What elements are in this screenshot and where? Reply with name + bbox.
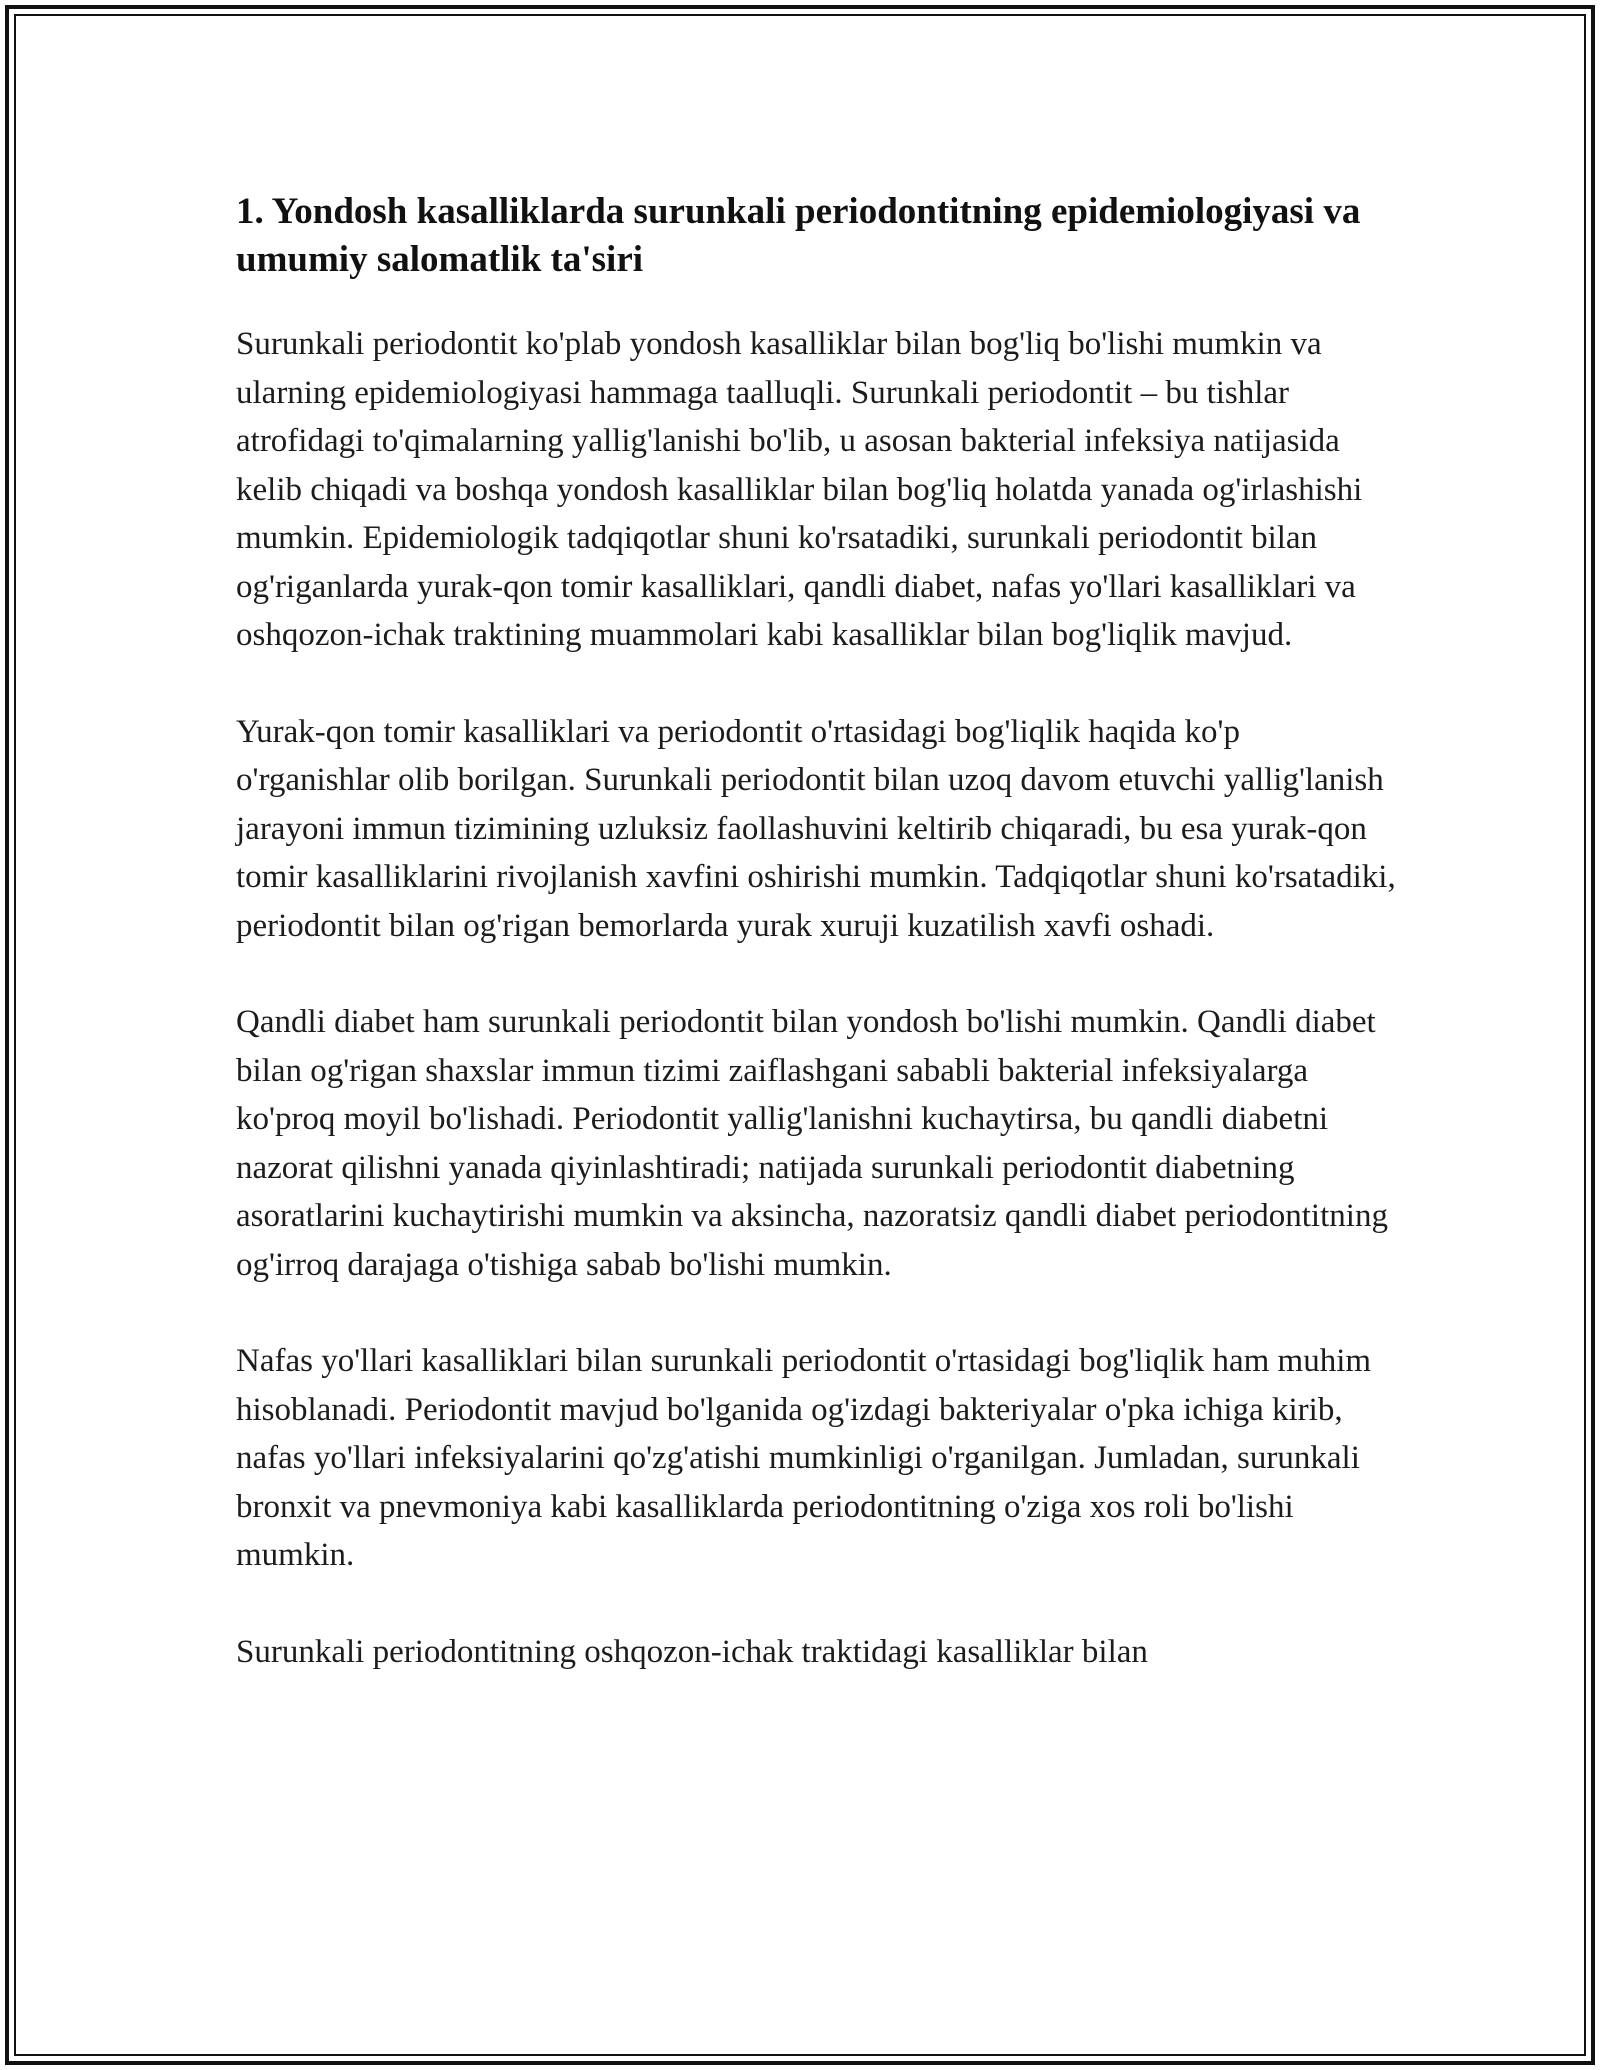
- section-heading: 1. Yondosh kasalliklarda surunkali periodontitning epidemiologiyasi va umumiy salomatlik ta'siri: [236, 191, 1361, 280]
- paragraph-respiratory: Nafas yo'llari kasalliklari bilan surunkali periodontit o'rtasidagi bog'liqlik ham muhim hisoblanadi. Periodontit mavjud bo'lganida og'izdagi bakteriyalar o'pka ichiga kirib, nafas yo'llari infeksiyalarini qo'zg'atishi mumkinligi o'rganilgan. Jumladan, surunkali bronxit va pnevmoniya kabi kasalliklarda periodontitning o'ziga xos roli bo'lishi mumkin.: [236, 1343, 1372, 1573]
- paragraph-epidemiology: Surunkali periodontit ko'plab yondosh kasalliklar bilan bog'liq bo'lishi mumkin va ularning epidemiologiyasi hammaga taalluqli. Surunkali periodontit – bu tishlar atrofidagi to'qimalarning yallig'lanishi bo'lib, u asosan bakterial infeksiya natijasida kelib chiqadi va boshqa yondosh kasalliklar bilan bog'liq holatda yanada og'irlashishi mumkin. Epidemiologik tadqiqotlar shuni ko'rsatadiki, surunkali periodontit bilan og'riganlarda yurak-qon tomir kasalliklari, qandli diabet, nafas yo'llari kasalliklari va oshqozon-ichak traktining muammolari kabi kasalliklar bilan bog'liqlik mavjud.: [236, 326, 1363, 653]
- document-body: [236, 188, 1396, 1724]
- paragraph-gastrointestinal: Surunkali periodontitning oshqozon-ichak traktidagi kasalliklar bilan: [236, 1633, 1148, 1670]
- paragraph-cardiovascular: Yurak-qon tomir kasalliklari va periodontit o'rtasidagi bog'liqlik haqida ko'p o'rganishlar olib borilgan. Surunkali periodontit bilan uzoq davom etuvchi yallig'lanish jarayoni immun tizimining uzluksiz faollashuvini keltirib chiqaradi, bu esa yurak-qon tomir kasalliklarini rivojlanish xavfini oshirishi mumkin. Tadqiqotlar shuni ko'rsatadiki, periodontit bilan og'rigan bemorlarda yurak xuruji kuzatilish xavfi oshadi.: [236, 713, 1396, 944]
- paragraph-diabetes: Qandli diabet ham surunkali periodontit bilan yondosh bo'lishi mumkin. Qandli diabet bilan og'rigan shaxslar immun tizimi zaiflashgani sababli bakterial infeksiyalarga ko'proq moyil bo'lishadi. Periodontit yallig'lanishni kuchaytirsa, bu qandli diabetni nazorat qilishni yanada qiyinlashtiradi; natijada surunkali periodontit diabetning asoratlarini kuchaytirishi mumkin va aksincha, nazoratsiz qandli diabet periodontitning og'irroq darajaga o'tishiga sabab bo'lishi mumkin.: [236, 1004, 1388, 1283]
